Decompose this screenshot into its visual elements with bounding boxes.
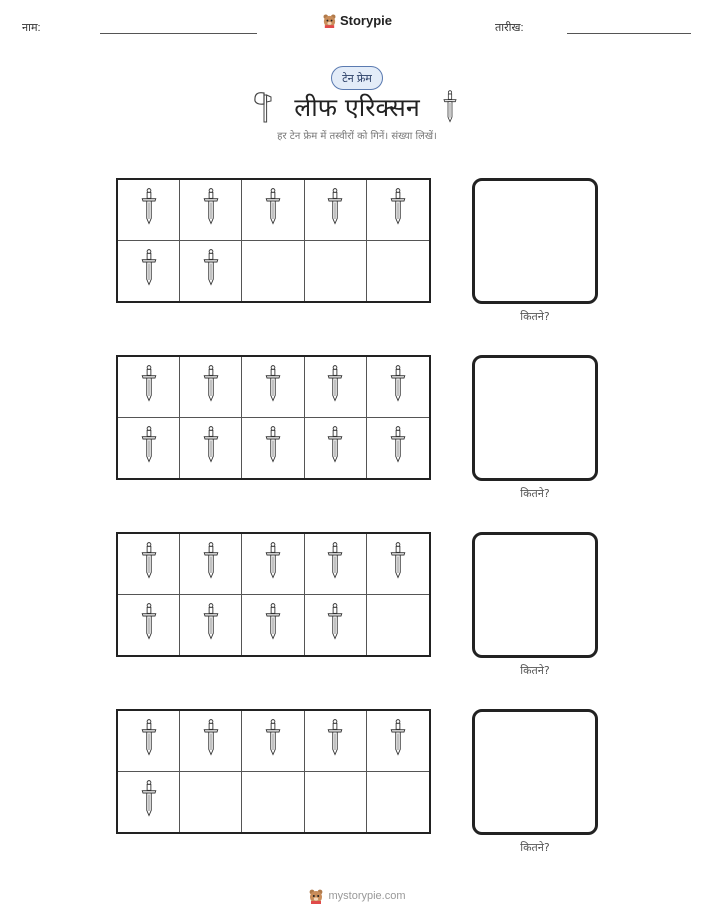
ten-frame-cell: [118, 711, 180, 772]
sword-icon: [389, 538, 407, 589]
ten-frame-cell: [305, 180, 367, 241]
ten-frame-cell: [118, 534, 180, 595]
sword-icon: [202, 184, 220, 235]
sword-icon: [326, 538, 344, 589]
ten-frame-cell: [180, 711, 242, 772]
ten-frame-cell: [242, 595, 304, 656]
page-title: लीफ एरिक्सन: [294, 93, 420, 122]
ten-frame-cell: [367, 357, 429, 418]
bear-logo-icon: [308, 888, 324, 904]
footer: [0, 888, 714, 907]
ten-frame-cell: [242, 357, 304, 418]
sword-icon: [202, 715, 220, 766]
ten-frame-cell: [118, 357, 180, 418]
sword-icon: [442, 89, 458, 125]
sword-icon: [326, 422, 344, 473]
ten-frame-cell: [367, 534, 429, 595]
sword-icon: [389, 361, 407, 412]
ten-frame-cell: [118, 772, 180, 833]
sword-icon: [389, 184, 407, 235]
ten-frame-cell: [367, 418, 429, 479]
ten-frame-cell: [180, 180, 242, 241]
ten-frame-cell: [180, 772, 242, 833]
ten-frame-cell: [242, 772, 304, 833]
sword-icon: [326, 599, 344, 650]
ten-frame-cell: [118, 180, 180, 241]
ten-frame: [116, 532, 431, 657]
sword-icon: [202, 245, 220, 296]
ten-frame-cell: [305, 595, 367, 656]
answer-box[interactable]: [472, 178, 598, 304]
ten-frame-cell: [242, 534, 304, 595]
ten-frame-cell: [118, 595, 180, 656]
sword-icon: [264, 422, 282, 473]
ten-frame-cell: [367, 711, 429, 772]
ten-frame-cell: [305, 534, 367, 595]
sword-icon: [326, 715, 344, 766]
ten-frame-cell: [305, 711, 367, 772]
sword-icon: [264, 184, 282, 235]
instructions: हर टेन फ्रेम में तस्वीरों को गिनें। संख्या लिखें।: [277, 131, 437, 142]
bear-logo-icon: [322, 13, 337, 28]
ten-frame-cell: [118, 418, 180, 479]
ten-frame-cell: [305, 241, 367, 302]
date-line[interactable]: [567, 33, 691, 34]
sword-icon: [264, 538, 282, 589]
sword-icon: [140, 245, 158, 296]
ten-frame-cell: [180, 241, 242, 302]
sword-icon: [140, 776, 158, 827]
answer-box[interactable]: [472, 355, 598, 481]
sword-icon: [389, 715, 407, 766]
ten-frame-cell: [242, 241, 304, 302]
ten-frame: [116, 355, 431, 480]
sword-icon: [140, 538, 158, 589]
sword-icon: [140, 599, 158, 650]
ten-frame-cell: [367, 241, 429, 302]
ten-frame-cell: [180, 357, 242, 418]
name-label: नाम:: [22, 22, 41, 34]
ten-frame-cell: [242, 180, 304, 241]
answer-box[interactable]: [472, 532, 598, 658]
footer-link[interactable]: mystorypie.com: [328, 890, 406, 902]
answer-prompt: कितने?: [520, 310, 550, 323]
ten-frame-cell: [118, 241, 180, 302]
name-line[interactable]: [100, 33, 257, 34]
sword-icon: [140, 361, 158, 412]
ten-frame-cell: [242, 711, 304, 772]
ten-frame-cell: [367, 180, 429, 241]
ten-frame-cell: [367, 595, 429, 656]
answer-box[interactable]: [472, 709, 598, 835]
brand-header: [0, 13, 714, 31]
answer-prompt: कितने?: [520, 841, 550, 854]
sword-icon: [264, 715, 282, 766]
sword-icon: [140, 422, 158, 473]
ten-frame-cell: [305, 418, 367, 479]
sword-icon: [202, 422, 220, 473]
sword-icon: [264, 361, 282, 412]
sword-icon: [326, 184, 344, 235]
ten-frame-cell: [180, 418, 242, 479]
ten-frame: [116, 709, 431, 834]
sword-icon: [202, 361, 220, 412]
sword-icon: [326, 361, 344, 412]
answer-prompt: कितने?: [520, 664, 550, 677]
ten-frame-cell: [305, 357, 367, 418]
sword-icon: [202, 538, 220, 589]
sword-icon: [140, 715, 158, 766]
sword-icon: [202, 599, 220, 650]
ten-frame-cell: [242, 418, 304, 479]
sword-icon: [264, 599, 282, 650]
sword-icon: [140, 184, 158, 235]
date-label: तारीख:: [495, 22, 524, 34]
ten-frame-cell: [305, 772, 367, 833]
ten-frame-cell: [367, 772, 429, 833]
answer-prompt: कितने?: [520, 487, 550, 500]
ten-frame-cell: [180, 534, 242, 595]
ten-frame: [116, 178, 431, 303]
sword-icon: [389, 422, 407, 473]
brand-name: Storypie: [339, 13, 392, 28]
worksheet-type-badge: टेन फ्रेम: [331, 66, 383, 90]
ten-frame-cell: [180, 595, 242, 656]
